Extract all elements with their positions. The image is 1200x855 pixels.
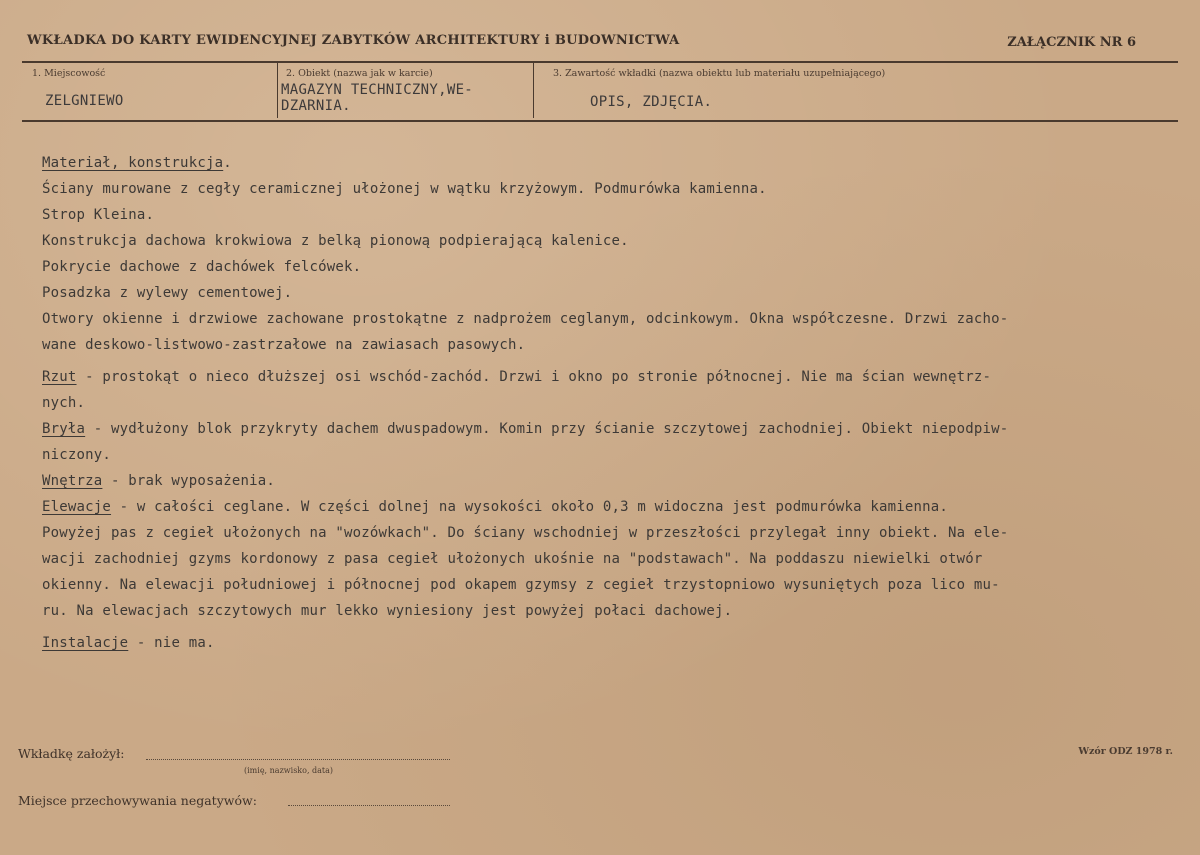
rzut-heading: Rzut — [42, 369, 77, 385]
body-line: Strop Kleina. — [42, 207, 155, 223]
body-line: Pokrycie dachowe z dachówek felcówek. — [42, 259, 362, 275]
body-line: Posadzka z wylewy cementowej. — [42, 285, 293, 301]
elewacje-text: - w całości ceglane. W części dolnej na wysokości około 0,3 m widoczna jest podmurówka kamienna. — [111, 499, 949, 515]
bryla-text: - wydłużony blok przykryty dachem dwuspadowym. Komin przy ścianie szczytowej zachodniej. Obiekt niepodpiw- — [85, 421, 1009, 437]
created-by-field[interactable] — [146, 759, 450, 760]
elewacje-line — [42, 494, 1192, 520]
material-heading-line — [42, 150, 1192, 176]
description-body — [42, 150, 1192, 656]
locality-label: 1. Miejscowość — [32, 68, 106, 79]
content-label: 3. Zawartość wkładki (nazwa obiektu lub materiału uzupełniającego) — [553, 68, 886, 79]
bryla-line-2: niczony. — [42, 447, 112, 463]
wnetrza-line — [42, 468, 1192, 494]
bryla-heading: Bryła — [42, 421, 86, 437]
wnetrza-heading: Wnętrza — [42, 473, 103, 489]
field-divider-2 — [533, 63, 534, 118]
locality-value: ZELGNIEWO — [45, 93, 124, 109]
negatives-location-label: Miejsce przechowywania negatywów: — [18, 793, 257, 808]
form-id: Wzór ODZ 1978 r. — [1078, 746, 1173, 757]
created-by-label: Wkładkę założył: — [18, 746, 125, 761]
content-value: OPIS, ZDJĘCIA. — [590, 94, 713, 110]
elewacje-heading: Elewacje — [42, 499, 112, 515]
body-line: wane deskowo-listwowo-zastrzałowe na zawiasach pasowych. — [42, 337, 526, 353]
header-rule-bottom — [22, 120, 1178, 122]
body-line: Konstrukcja dachowa krokwiowa z belką pionową podpierającą kalenice. — [42, 233, 629, 249]
rzut-text: - prostokąt o nieco dłuższej osi wschód-zachód. Drzwi i okno po stronie północnej. Nie ma ścian wewnętrz- — [76, 369, 992, 385]
object-value-line1: MAGAZYN TECHNICZNY,WE- — [281, 82, 474, 98]
body-line: Otwory okienne i drzwiowe zachowane prostokątne z nadprożem ceglanym, odcinkowym. Okna współczesne. Drzwi zacho- — [42, 311, 1009, 327]
object-value — [281, 82, 473, 114]
elewacje-line: ru. Na elewacjach szczytowych mur lekko wyniesiony jest powyżej połaci dachowej. — [42, 603, 733, 619]
material-heading: Materiał, konstrukcja — [42, 155, 224, 171]
instalacje-line — [42, 630, 1192, 656]
object-value-line2: DZARNIA. — [281, 98, 351, 114]
body-line: Ściany murowane z cegły ceramicznej ułożonej w wątku krzyżowym. Podmurówka kamienna. — [42, 181, 767, 197]
header-rule-top — [22, 61, 1178, 63]
material-heading-end: . — [223, 155, 232, 171]
elewacje-line: wacji zachodniej gzyms kordonowy z pasa cegieł ułożonych ukośnie na "podstawach". Na poddaszu niewielki otwór — [42, 551, 983, 567]
elewacje-line: okienny. Na elewacji południowej i północnej pod okapem gzymsy z cegieł trzystopniowo wysuniętych poza lico mu- — [42, 577, 1000, 593]
negatives-location-field[interactable] — [288, 805, 450, 806]
instalacje-heading: Instalacje — [42, 635, 129, 651]
wnetrza-text: - brak wyposażenia. — [102, 473, 275, 489]
instalacje-text: - nie ma. — [128, 635, 215, 651]
rzut-line — [42, 364, 1192, 390]
field-divider-1 — [277, 63, 278, 118]
attachment-number: ZAŁĄCZNIK NR 6 — [1007, 35, 1136, 50]
rzut-line-2: nych. — [42, 395, 86, 411]
created-by-hint: (imię, nazwisko, data) — [244, 766, 334, 775]
bryla-line — [42, 416, 1192, 442]
elewacje-line: Powyżej pas z cegieł ułożonych na "wozówkach". Do ściany wschodniej w przeszłości przylegał inny obiekt. Na ele- — [42, 525, 1009, 541]
document-title: WKŁADKA DO KARTY EWIDENCYJNEJ ZABYTKÓW ARCHITEKTURY i BUDOWNICTWA — [27, 33, 680, 48]
object-label: 2. Obiekt (nazwa jak w karcie) — [286, 68, 433, 79]
